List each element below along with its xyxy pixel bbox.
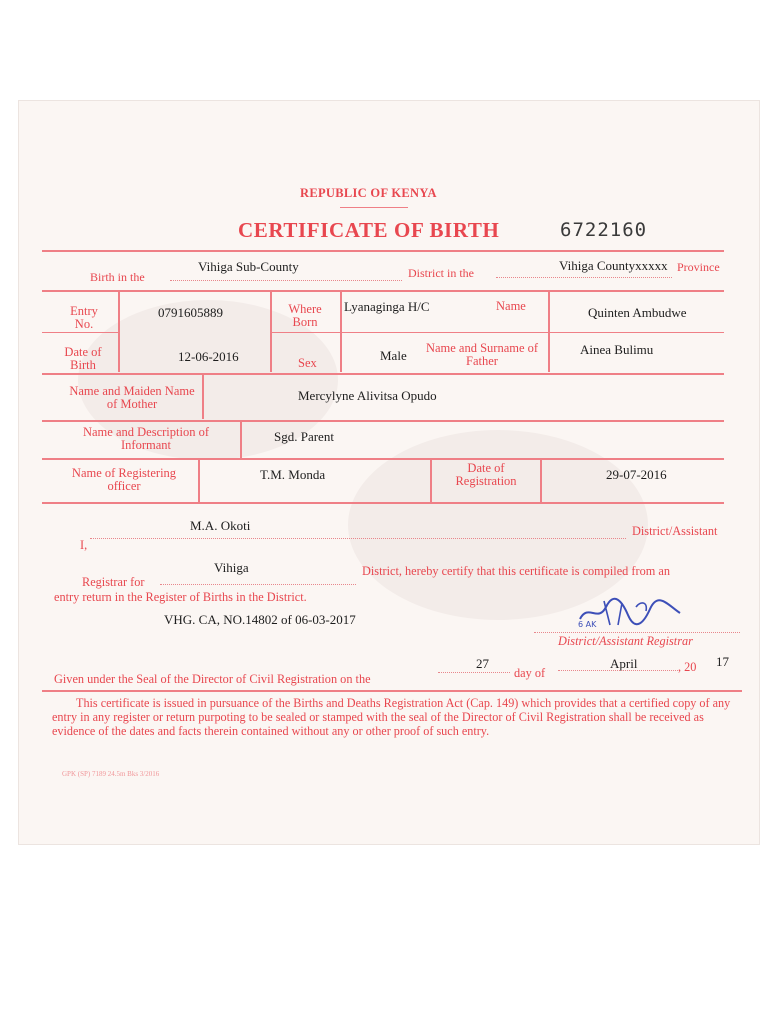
entry-return-text: entry return in the Register of Births in the District. (54, 590, 307, 604)
registering-officer-label: Name of Registering officer (71, 466, 177, 493)
child-name-value: Quinten Ambudwe (588, 305, 687, 320)
seal-month-dotline (558, 670, 678, 671)
registrar-for-value: Vihiga (214, 560, 249, 575)
stamp-initials: 6 AK (578, 620, 597, 629)
signature-dotline (534, 632, 740, 633)
sex-label: Sex (298, 356, 317, 370)
table-bottom-rule (42, 502, 724, 504)
sub-county-dotline (170, 280, 402, 281)
registrar-dotline (90, 538, 626, 539)
registering-officer-value: T.M. Monda (260, 467, 326, 482)
row-rule (42, 420, 724, 422)
certify-text: District, hereby certify that this certificate is compiled from an (362, 564, 670, 578)
county-value: Vihiga Countyxxxxx (559, 258, 668, 273)
day-of-label: day of (514, 666, 546, 680)
row-rule (42, 458, 724, 460)
col-divider (202, 375, 204, 419)
header-underline (340, 207, 408, 208)
table-top-rule (42, 290, 724, 292)
sub-county-value: Vihiga Sub-County (198, 259, 299, 274)
serial-number: 6722160 (560, 219, 648, 241)
birth-certificate (18, 100, 760, 845)
seal-day-value: 27 (476, 656, 489, 671)
birth-in-label: Birth in the (90, 270, 145, 284)
row-rule (270, 332, 724, 333)
reference-value: VHG. CA, NO.14802 of 06-03-2017 (164, 612, 356, 627)
district-assistant-label: District/Assistant (632, 524, 718, 538)
print-code: GPK (SP) 7189 24.5m Bks 3/2016 (62, 770, 160, 778)
mother-label: Name and Maiden Name of Mother (69, 384, 195, 411)
entry-no-value: 0791605889 (158, 305, 223, 320)
district-in-label: District in the (408, 266, 474, 280)
row-rule (42, 332, 120, 333)
col-divider (430, 460, 432, 502)
seal-year-value: 17 (716, 654, 729, 669)
legal-top-rule (42, 690, 742, 692)
top-rule (42, 250, 724, 252)
entry-no-label: Entry No. (70, 304, 98, 331)
seal-given-text: Given under the Seal of the Director of Civil Registration on the (54, 672, 371, 686)
sex-value: Male (380, 348, 407, 363)
registrar-for-label: Registrar for (82, 575, 145, 589)
i-label: I, (80, 538, 88, 552)
seal-day-dotline (438, 672, 510, 673)
where-born-label: Where Born (288, 302, 322, 329)
informant-label: Name and Description of Informant (82, 425, 209, 452)
row-rule (42, 373, 724, 375)
father-label: Name and Surname of Father (425, 341, 539, 368)
mother-value: Mercylyne Alivitsa Opudo (298, 388, 437, 403)
registrar-for-dotline (160, 584, 356, 585)
republic-heading: REPUBLIC OF KENYA (300, 186, 437, 200)
dob-label: Date of Birth (64, 345, 102, 372)
father-value: Ainea Bulimu (580, 342, 654, 357)
county-dotline (496, 277, 672, 278)
registrar-name-value: M.A. Okoti (190, 518, 251, 533)
province-label: Province (677, 260, 720, 274)
legal-notice: This certificate is issued in pursuance of the Births and Deaths Registration Act (Cap. 149) which provides that a certified copy of any entry in any register or return purpoting to be sealed or stamped with the seal of the Director of Civil Registration shall be received as evidence of the dates and facts therein contained without any or other proof of such entry. (52, 696, 731, 738)
seal-month-value: April (610, 656, 638, 671)
date-of-registration-label: Date of Registration (455, 461, 517, 488)
col-divider (198, 460, 200, 502)
certificate-title: CERTIFICATE OF BIRTH (238, 218, 500, 242)
registrar-signature-stamp (576, 597, 686, 629)
col-divider (540, 460, 542, 502)
signature-caption: District/Assistant Registrar (558, 634, 693, 648)
date-of-registration-value: 29-07-2016 (606, 467, 667, 482)
dob-value: 12-06-2016 (178, 349, 239, 364)
col-divider (240, 422, 242, 458)
year-prefix: , 20 (678, 660, 697, 674)
name-label: Name (496, 299, 526, 313)
where-born-value: Lyanaginga H/C (344, 299, 430, 314)
informant-value: Sgd. Parent (274, 429, 334, 444)
